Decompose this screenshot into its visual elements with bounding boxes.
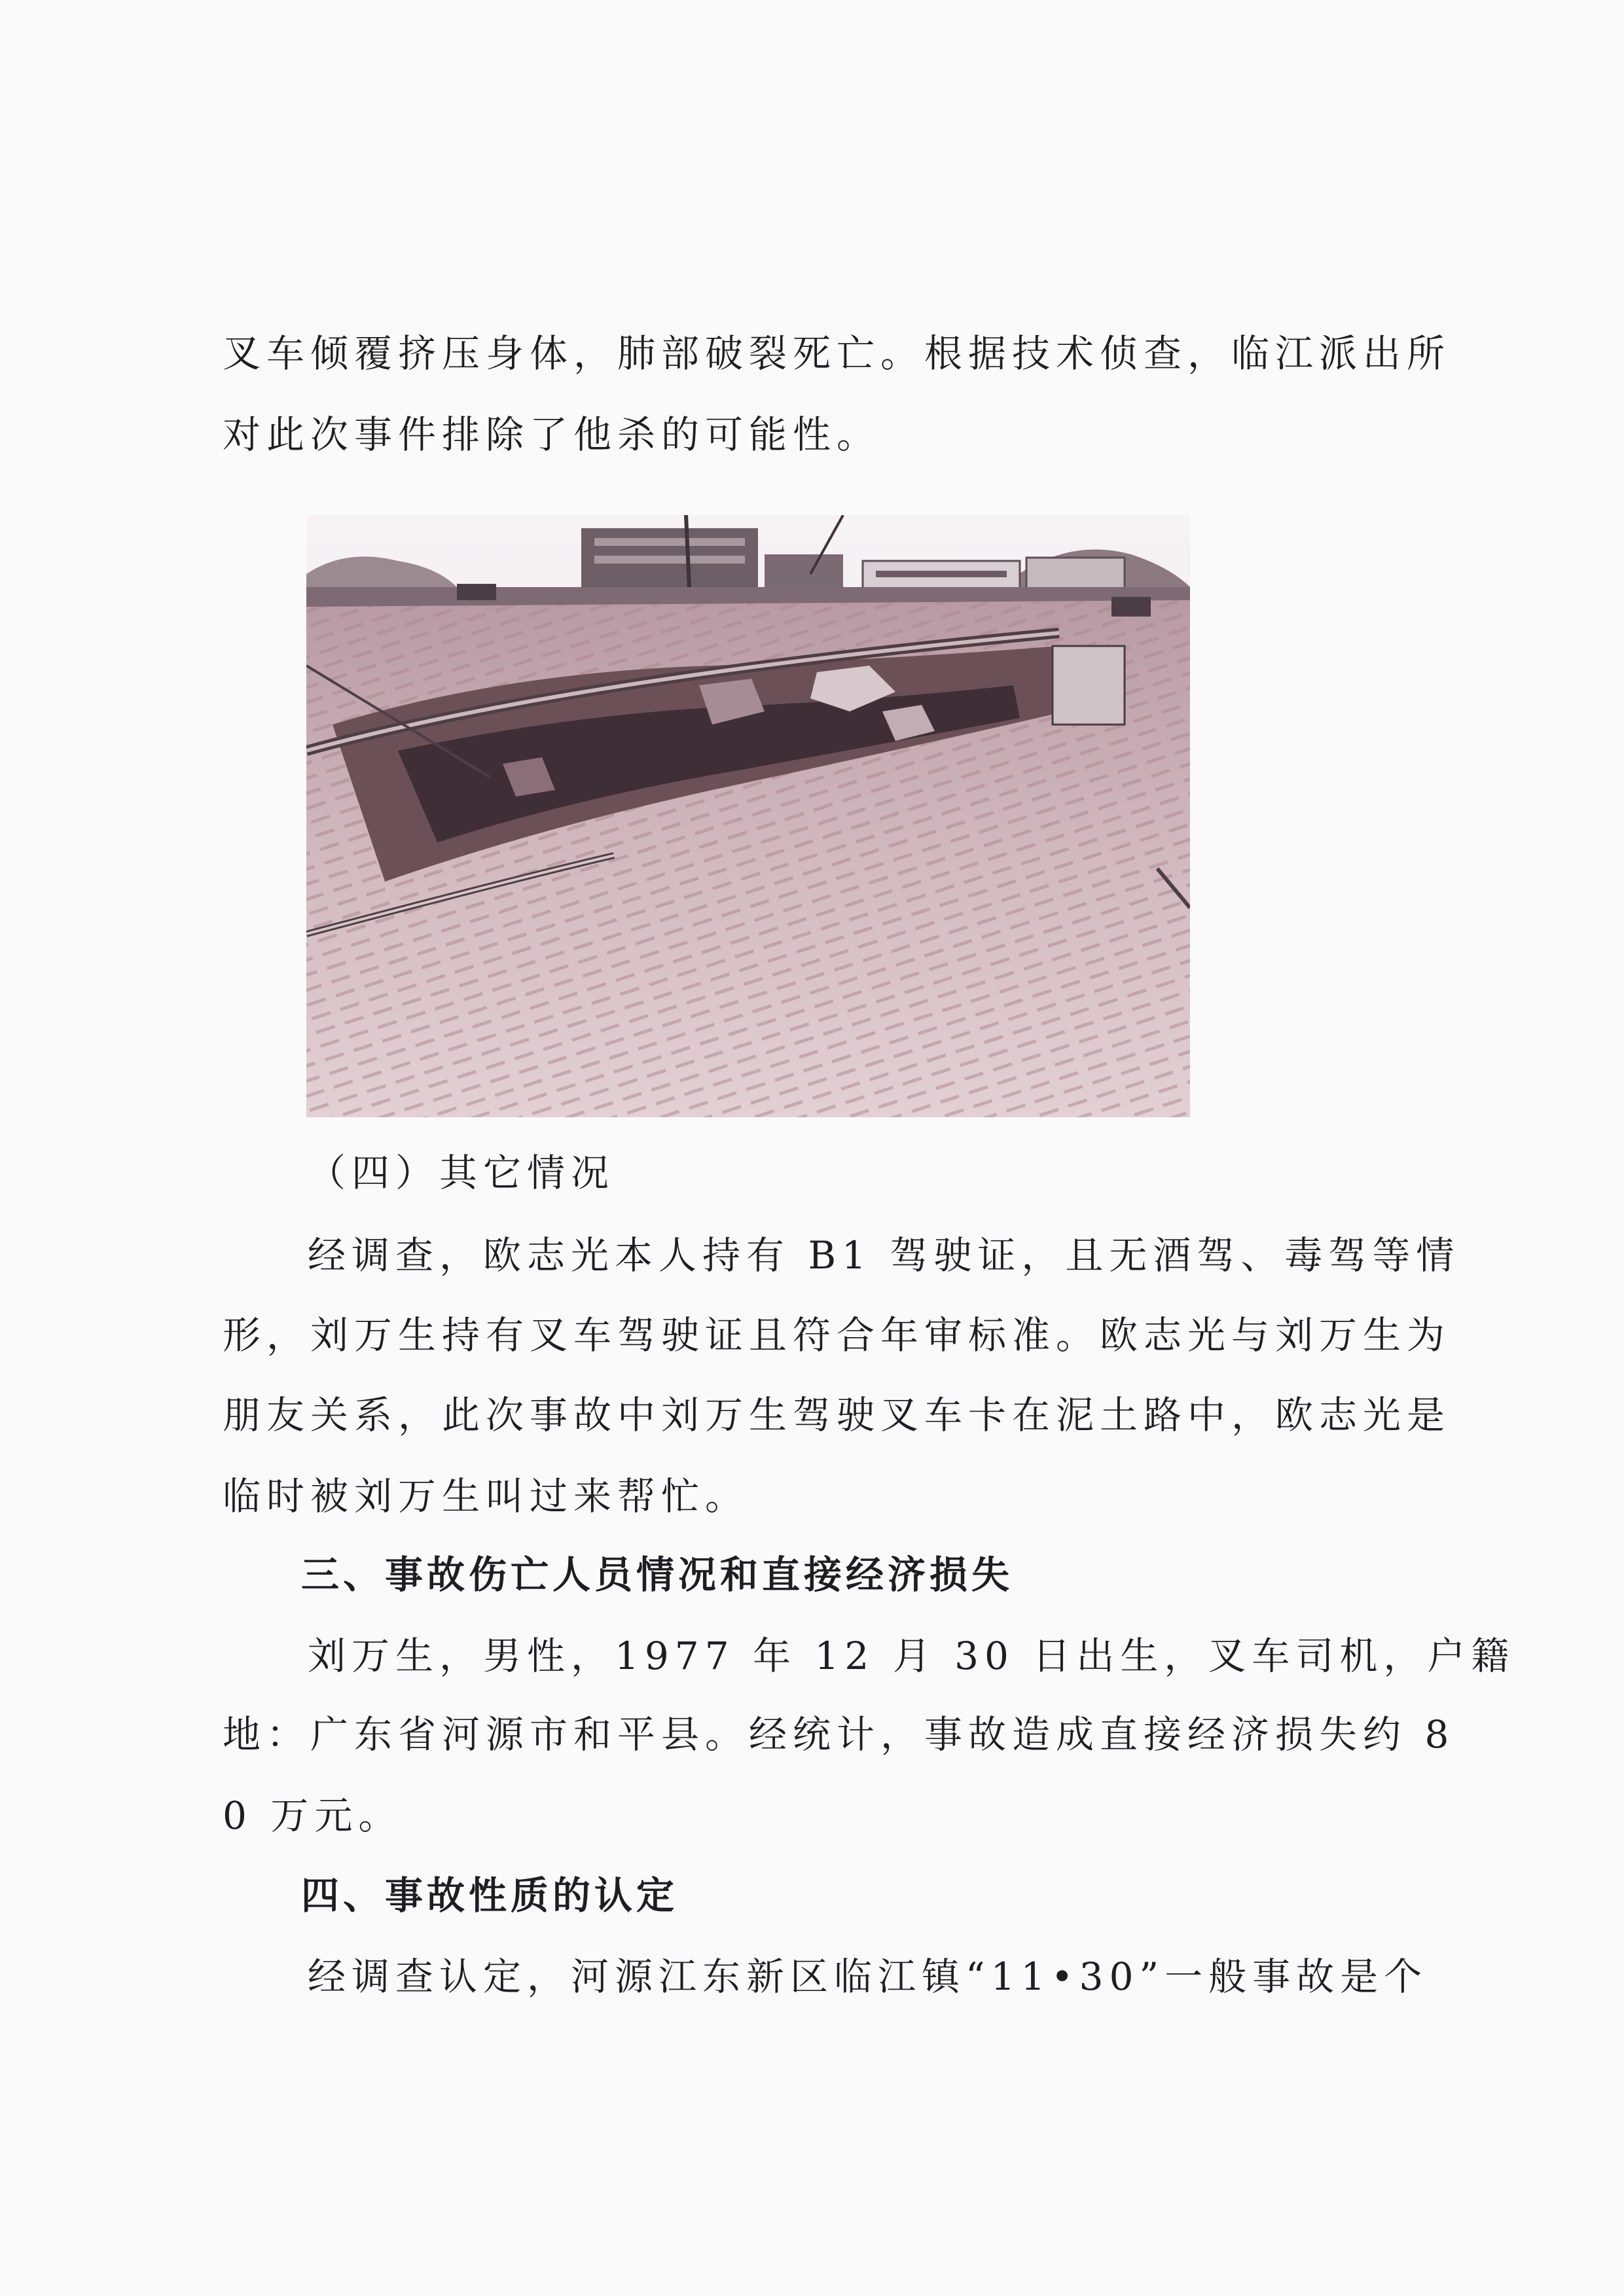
construction-site-photo — [306, 515, 1190, 1117]
paragraph-3-line-3: 0 万元。 — [223, 1793, 403, 1838]
paragraph-1-line-2: 对此次事件排除了他杀的可能性。 — [223, 412, 881, 457]
section-4-heading: 四、事故性质的认定 — [301, 1873, 679, 1918]
paragraph-2-line-2: 形，刘万生持有叉车驾驶证且符合年审标准。欧志光与刘万生为 — [223, 1313, 1451, 1357]
subsection-4-heading: （四）其它情况 — [308, 1151, 615, 1195]
paragraph-2-line-4: 临时被刘万生叫过来帮忙。 — [223, 1474, 749, 1518]
paragraph-1-line-1: 叉车倾覆挤压身体，肺部破裂死亡。根据技术侦查，临江派出所 — [223, 331, 1451, 376]
paragraph-2-line-3: 朋友关系，此次事故中刘万生驾驶叉车卡在泥土路中，欧志光是 — [223, 1393, 1451, 1437]
paragraph-3-line-2: 地：广东省河源市和平县。经统计，事故造成直接经济损失约 8 — [223, 1712, 1455, 1757]
paragraph-4-line-1: 经调查认定，河源江东新区临江镇“11•30”一般事故是个 — [308, 1954, 1428, 1999]
section-3-heading: 三、事故伤亡人员情况和直接经济损失 — [301, 1552, 1014, 1597]
paragraph-3-line-1: 刘万生，男性，1977 年 12 月 30 日出生，叉车司机，户籍 — [308, 1634, 1515, 1678]
paragraph-2-line-1: 经调查，欧志光本人持有 B1 驾驶证，且无酒驾、毒驾等情 — [308, 1233, 1460, 1278]
construction-site-photo-graphic — [306, 515, 1190, 1117]
